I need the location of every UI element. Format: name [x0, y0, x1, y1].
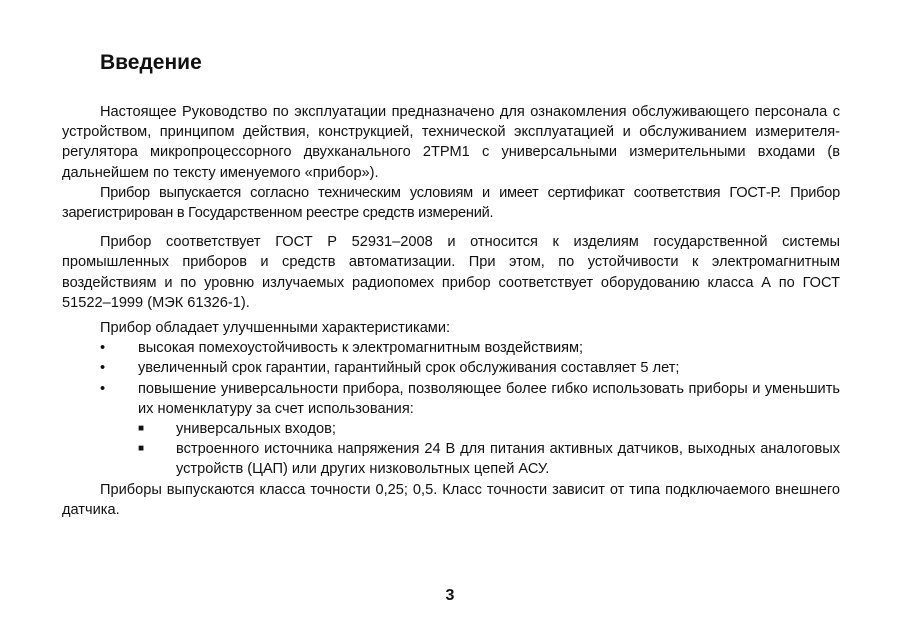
sub-features-list [62, 419, 840, 480]
bullet-icon: • [100, 340, 106, 357]
document-page [62, 48, 840, 520]
list-item [62, 379, 840, 419]
square-bullet-icon: ■ [138, 423, 145, 435]
list-item [62, 338, 840, 358]
features-list [62, 338, 840, 419]
section-body [62, 102, 840, 520]
paragraph-certification: Прибор выпускается согласно техническим условиям и имеет сертификат соответствия ГОСТ-Р. Прибор зарегистрирован в Государственном реестре средств измерений. [62, 184, 840, 222]
bullet-icon: • [100, 360, 106, 377]
list-item [62, 419, 840, 439]
list-item-text: встроенного источника напряжения 24 В для питания активных датчиков, выходных аналоговых устройств (ЦАП) или других низковольтных цепей АСУ. [176, 441, 840, 478]
list-item-text: высокая помехоустойчивость к электромагнитным воздействиям; [138, 340, 584, 357]
section-title: Введение [100, 51, 202, 74]
page-number: 3 [445, 587, 455, 604]
paragraph-accuracy: Приборы выпускаются класса точности 0,25; 0,5. Класс точности зависит от типа подключаемого внешнего датчика. [62, 481, 840, 518]
bullet-icon: • [100, 380, 106, 397]
list-item [62, 439, 840, 479]
paragraph-standards: Прибор соответствует ГОСТ Р 52931–2008 и относится к изделиям государственной системы промышленных приборов и средств автоматизации. При этом, по устойчивости к электромагнитным воздействиям и по уровню излучаемых радиопомех прибор соответствует оборудованию класса А по ГОСТ 51522–1999 (МЭК 61326-1). [62, 234, 840, 311]
paragraph-purpose: Настоящее Руководство по эксплуатации предназначено для ознакомления обслуживающего персонала с устройством, принципом действия, конструкцией, технической эксплуатацией и обслуживанием измерителя-регулятора микропроцессорного двухканального 2ТРМ1 с универсальными измерительными входами (в дальнейшем по тексту именуемого «прибор»). [62, 104, 840, 181]
list-item [62, 358, 840, 378]
list-item-text: повышение универсальности прибора, позволяющее более гибко использовать приборы и уменьшить их номенклатуру за счет использования: [138, 380, 840, 417]
paragraph-features-intro: Прибор обладает улучшенными характеристиками: [100, 320, 451, 337]
list-item-text: универсальных входов; [176, 421, 336, 438]
square-bullet-icon: ■ [138, 443, 145, 455]
list-item-text: увеличенный срок гарантии, гарантийный срок обслуживания составляет 5 лет; [138, 360, 680, 377]
